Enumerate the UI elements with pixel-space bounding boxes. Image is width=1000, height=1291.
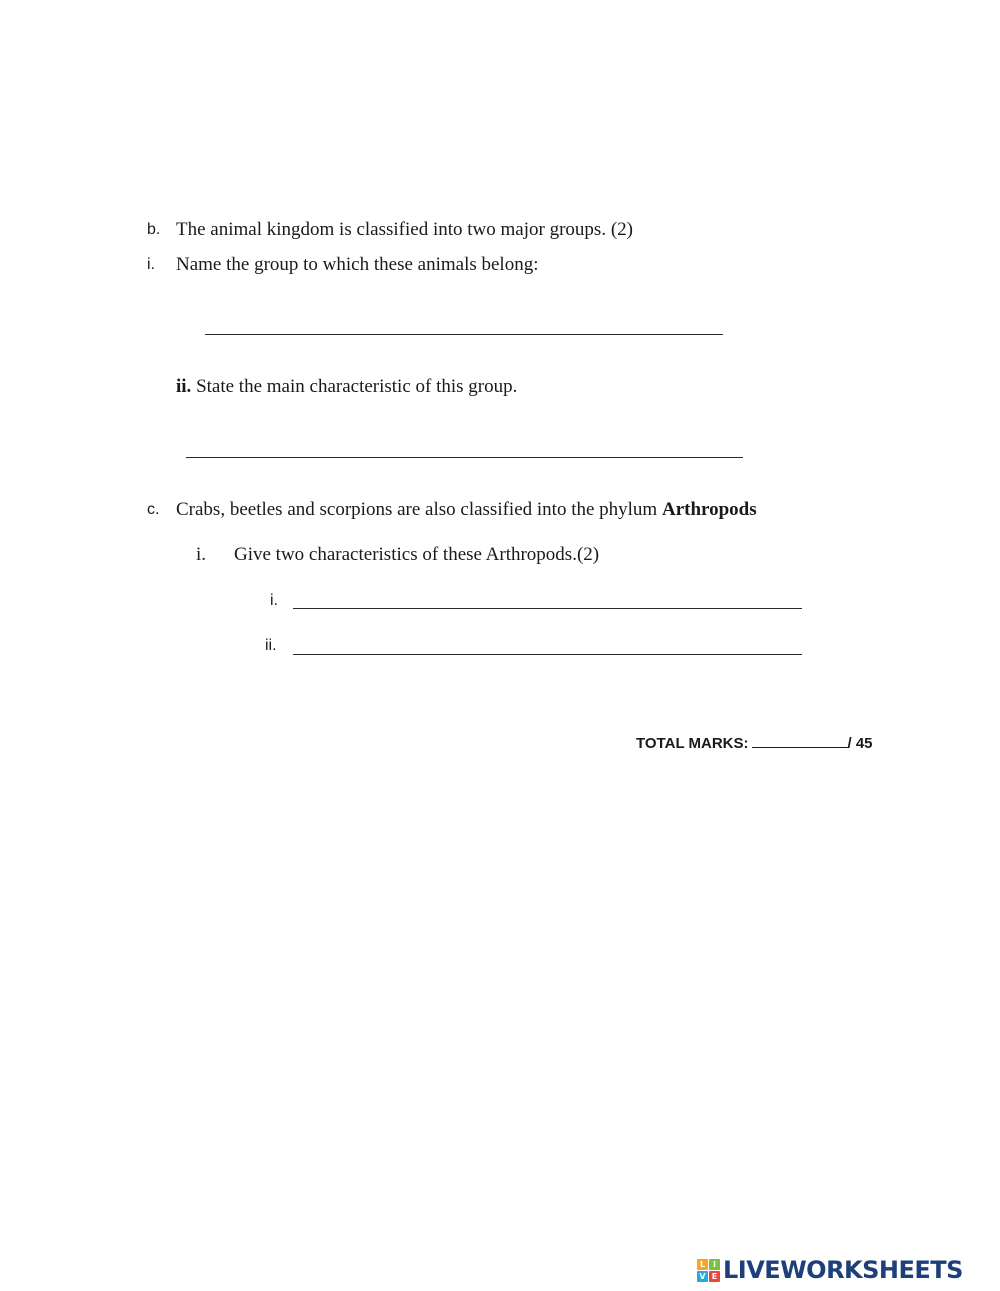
liveworksheets-logo: [697, 1255, 963, 1285]
question-c-text: [176, 499, 757, 521]
logo-text: LIVEWORKSHEETS: [723, 1256, 963, 1284]
logo-letter-i: I: [709, 1259, 720, 1270]
question-c-sub-i-text: Give two characteristics of these Arthropods.(2): [234, 544, 600, 565]
answer-i-marker: i.: [270, 592, 278, 609]
total-marks: [636, 734, 873, 752]
question-c-text-prefix: Crabs, beetles and scorpions are also classified into the phylum: [176, 499, 662, 520]
logo-letter-e: E: [709, 1271, 720, 1282]
question-b-part-ii-marker: ii.: [176, 376, 192, 397]
question-b-part-ii-text: State the main characteristic of this group.: [196, 376, 518, 397]
total-marks-blank[interactable]: [752, 734, 848, 748]
answer-line-characteristic-2[interactable]: [293, 654, 802, 655]
logo-badge-icon: [697, 1259, 720, 1282]
question-b-text: The animal kingdom is classified into two major groups. (2): [176, 219, 633, 240]
answer-ii-marker: ii.: [265, 637, 277, 654]
total-marks-label: TOTAL MARKS:: [636, 735, 749, 752]
total-marks-suffix: / 45: [847, 735, 873, 752]
answer-line-group-characteristic[interactable]: [186, 457, 743, 458]
question-b-marker: b.: [147, 221, 161, 238]
question-b-part-i-marker: i.: [147, 256, 155, 273]
question-c-sub-i-marker: i.: [196, 544, 207, 565]
logo-letter-v: V: [697, 1271, 708, 1282]
question-c-marker: c.: [147, 501, 160, 518]
question-b-part-i-text: Name the group to which these animals belong:: [176, 254, 539, 275]
question-c-text-bold: Arthropods: [661, 499, 757, 520]
answer-line-group-name[interactable]: [205, 334, 723, 335]
question-b-part-ii: [176, 376, 517, 398]
answer-line-characteristic-1[interactable]: [293, 608, 802, 609]
logo-letter-l: L: [697, 1259, 708, 1270]
